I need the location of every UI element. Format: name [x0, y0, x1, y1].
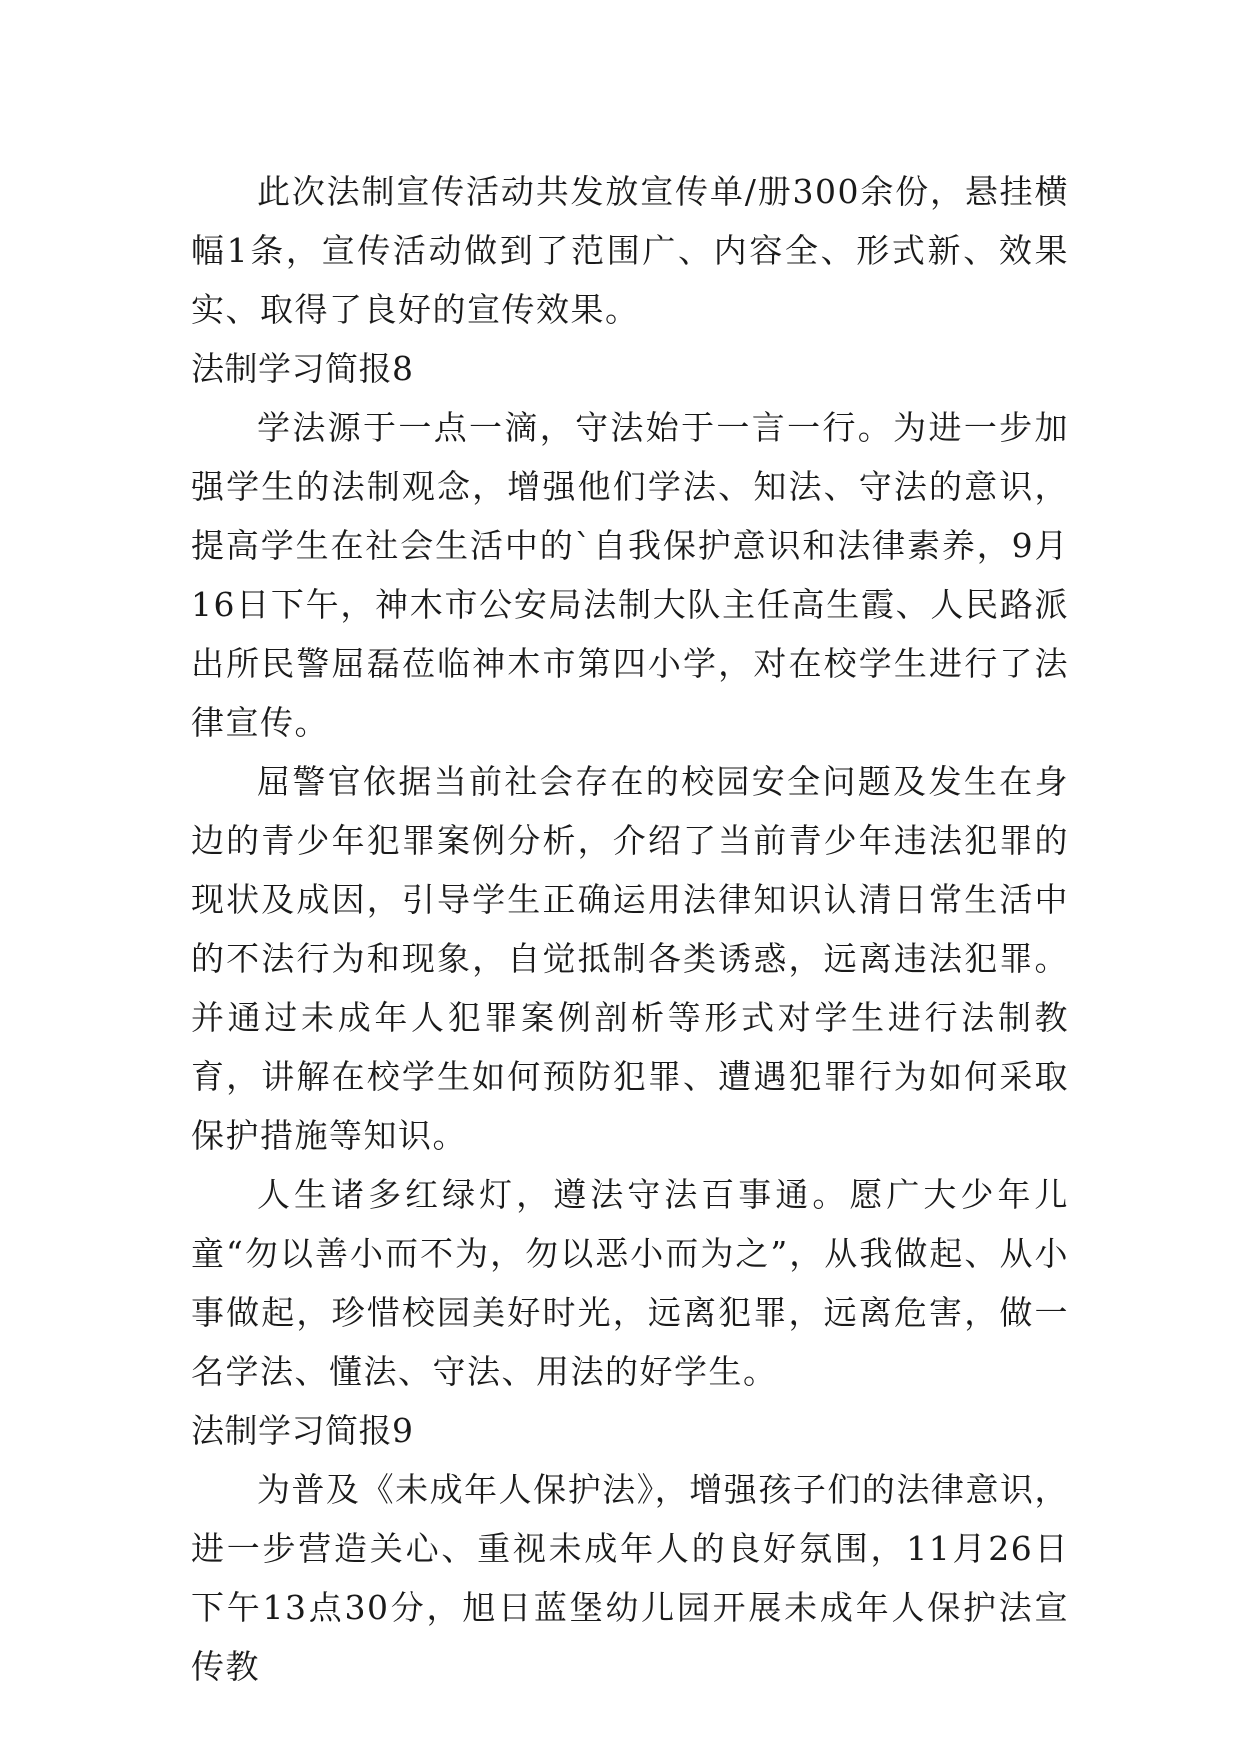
- document-body: [191, 162, 1069, 1696]
- paragraph-officer-analysis: 屈警官依据当前社会存在的校园安全问题及发生在身边的青少年犯罪案例分析，介绍了当前青少年违法犯罪的现状及成因，引导学生正确运用法律知识认清日常生活中的不法行为和现象，自觉抵制各类诱惑，远离违法犯罪。并通过未成年人犯罪案例剖析等形式对学生进行法制教育，讲解在校学生如何预防犯罪、遭遇犯罪行为如何采取保护措施等知识。: [191, 762, 1069, 1155]
- paragraph-campaign-summary: 此次法制宣传活动共发放宣传单/册300余份，悬挂横幅1条，宣传活动做到了范围广、内容全、形式新、效果实、取得了良好的宣传效果。: [191, 172, 1069, 329]
- section-heading-briefing-8: 法制学习简报8: [191, 349, 414, 388]
- paragraph-law-lecture-intro: 学法源于一点一滴，守法始于一言一行。为进一步加强学生的法制观念，增强他们学法、知法、守法的意识，提高学生在社会生活中的`自我保护意识和法律素养，9月16日下午，神木市公安局法制大队主任高生霞、人民路派出所民警屈磊莅临神木市第四小学，对在校学生进行了法律宣传。: [191, 408, 1069, 742]
- paragraph-kindergarten-event: 为普及《未成年人保护法》，增强孩子们的法律意识，进一步营造关心、重视未成年人的良好氛围，11月26日下午13点30分，旭日蓝堡幼儿园开展未成年人保护法宣传教: [191, 1470, 1069, 1686]
- paragraph-closing-appeal: 人生诸多红绿灯，遵法守法百事通。愿广大少年儿童“勿以善小而不为，勿以恶小而为之”，从我做起、从小事做起，珍惜校园美好时光，远离犯罪，远离危害，做一名学法、懂法、守法、用法的好学生。: [191, 1175, 1069, 1391]
- section-heading-briefing-9: 法制学习简报9: [191, 1411, 414, 1450]
